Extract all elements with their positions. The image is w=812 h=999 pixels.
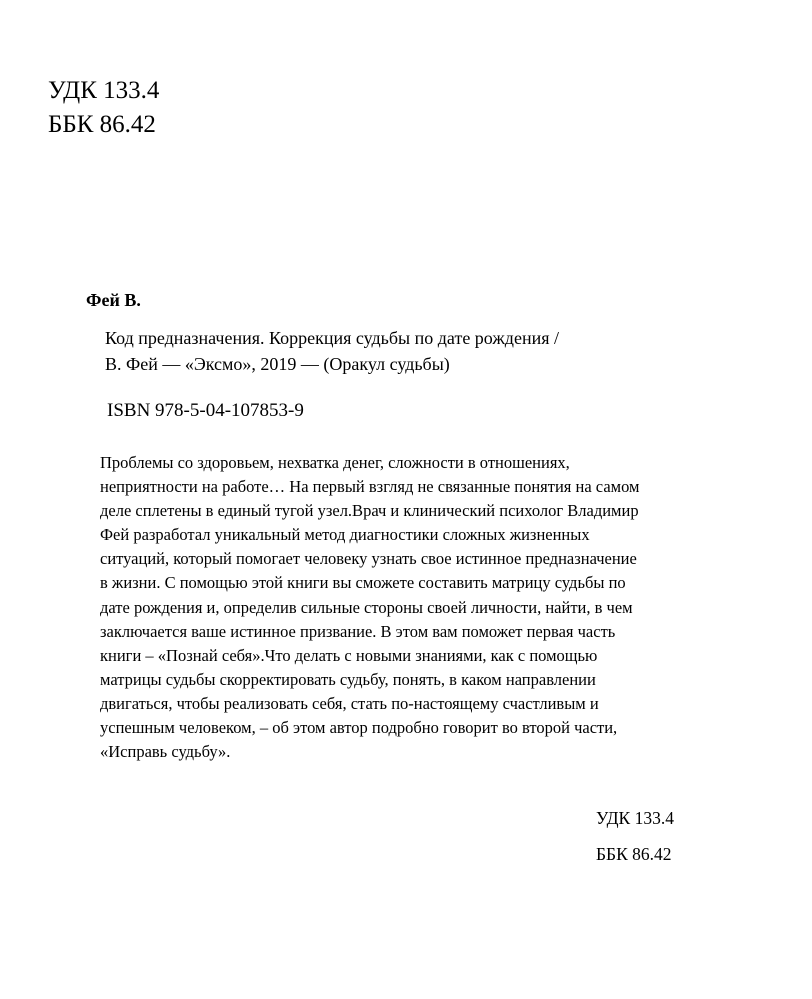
bibliographic-description <box>105 325 559 377</box>
bbk-code-footer: ББК 86.42 <box>596 844 672 864</box>
abstract-line: ситуаций, который помогает человеку узнать свое истинное предназначение <box>100 549 637 569</box>
publisher-line: В. Фей — «Эксмо», 2019 — (Оракул судьбы) <box>105 354 450 374</box>
abstract-line: успешным человеком, – об этом автор подробно говорит во второй части, <box>100 718 618 738</box>
abstract-line: матрицы судьбы скорректировать судьбу, понять, в каком направлении <box>100 669 596 689</box>
abstract-line: Проблемы со здоровьем, нехватка денег, сложности в отношениях, <box>100 453 570 472</box>
author-name: Фей В. <box>86 290 141 310</box>
abstract-line: «Исправь судьбу». <box>100 742 231 762</box>
header-classification-codes <box>48 74 159 142</box>
abstract-line: дате рождения и, определив сильные стороны своей личности, найти, в чем <box>100 597 633 617</box>
udk-code: УДК 133.4 <box>48 77 160 104</box>
abstract-line: деле сплетены в единый тугой узел.Врач и клинический психолог Владимир <box>100 501 639 521</box>
abstract-line: в жизни. С помощью этой книги вы сможете составить матрицу судьбы по <box>100 573 626 593</box>
footer-classification-codes <box>596 800 674 872</box>
abstract-line: Фей разработал уникальный метод диагностики сложных жизненных <box>100 525 590 545</box>
title-line: Код предназначения. Коррекция судьбы по дате рождения / <box>105 328 559 348</box>
abstract-line: книги – «Познай себя».Что делать с новыми знаниями, как с помощью <box>100 645 598 665</box>
abstract-line: двигаться, чтобы реализовать себя, стать по-настоящему счастливым и <box>100 693 599 713</box>
bbk-code: ББК 86.42 <box>48 111 156 138</box>
abstract-paragraph <box>100 451 639 764</box>
abstract-line: неприятности на работе… На первый взгляд не связанные понятия на самом <box>100 477 640 497</box>
udk-code-footer: УДК 133.4 <box>596 808 674 828</box>
isbn-number: ISBN 978-5-04-107853-9 <box>107 400 304 421</box>
abstract-line: заключается ваше истинное призвание. В этом вам поможет первая часть <box>100 621 616 641</box>
